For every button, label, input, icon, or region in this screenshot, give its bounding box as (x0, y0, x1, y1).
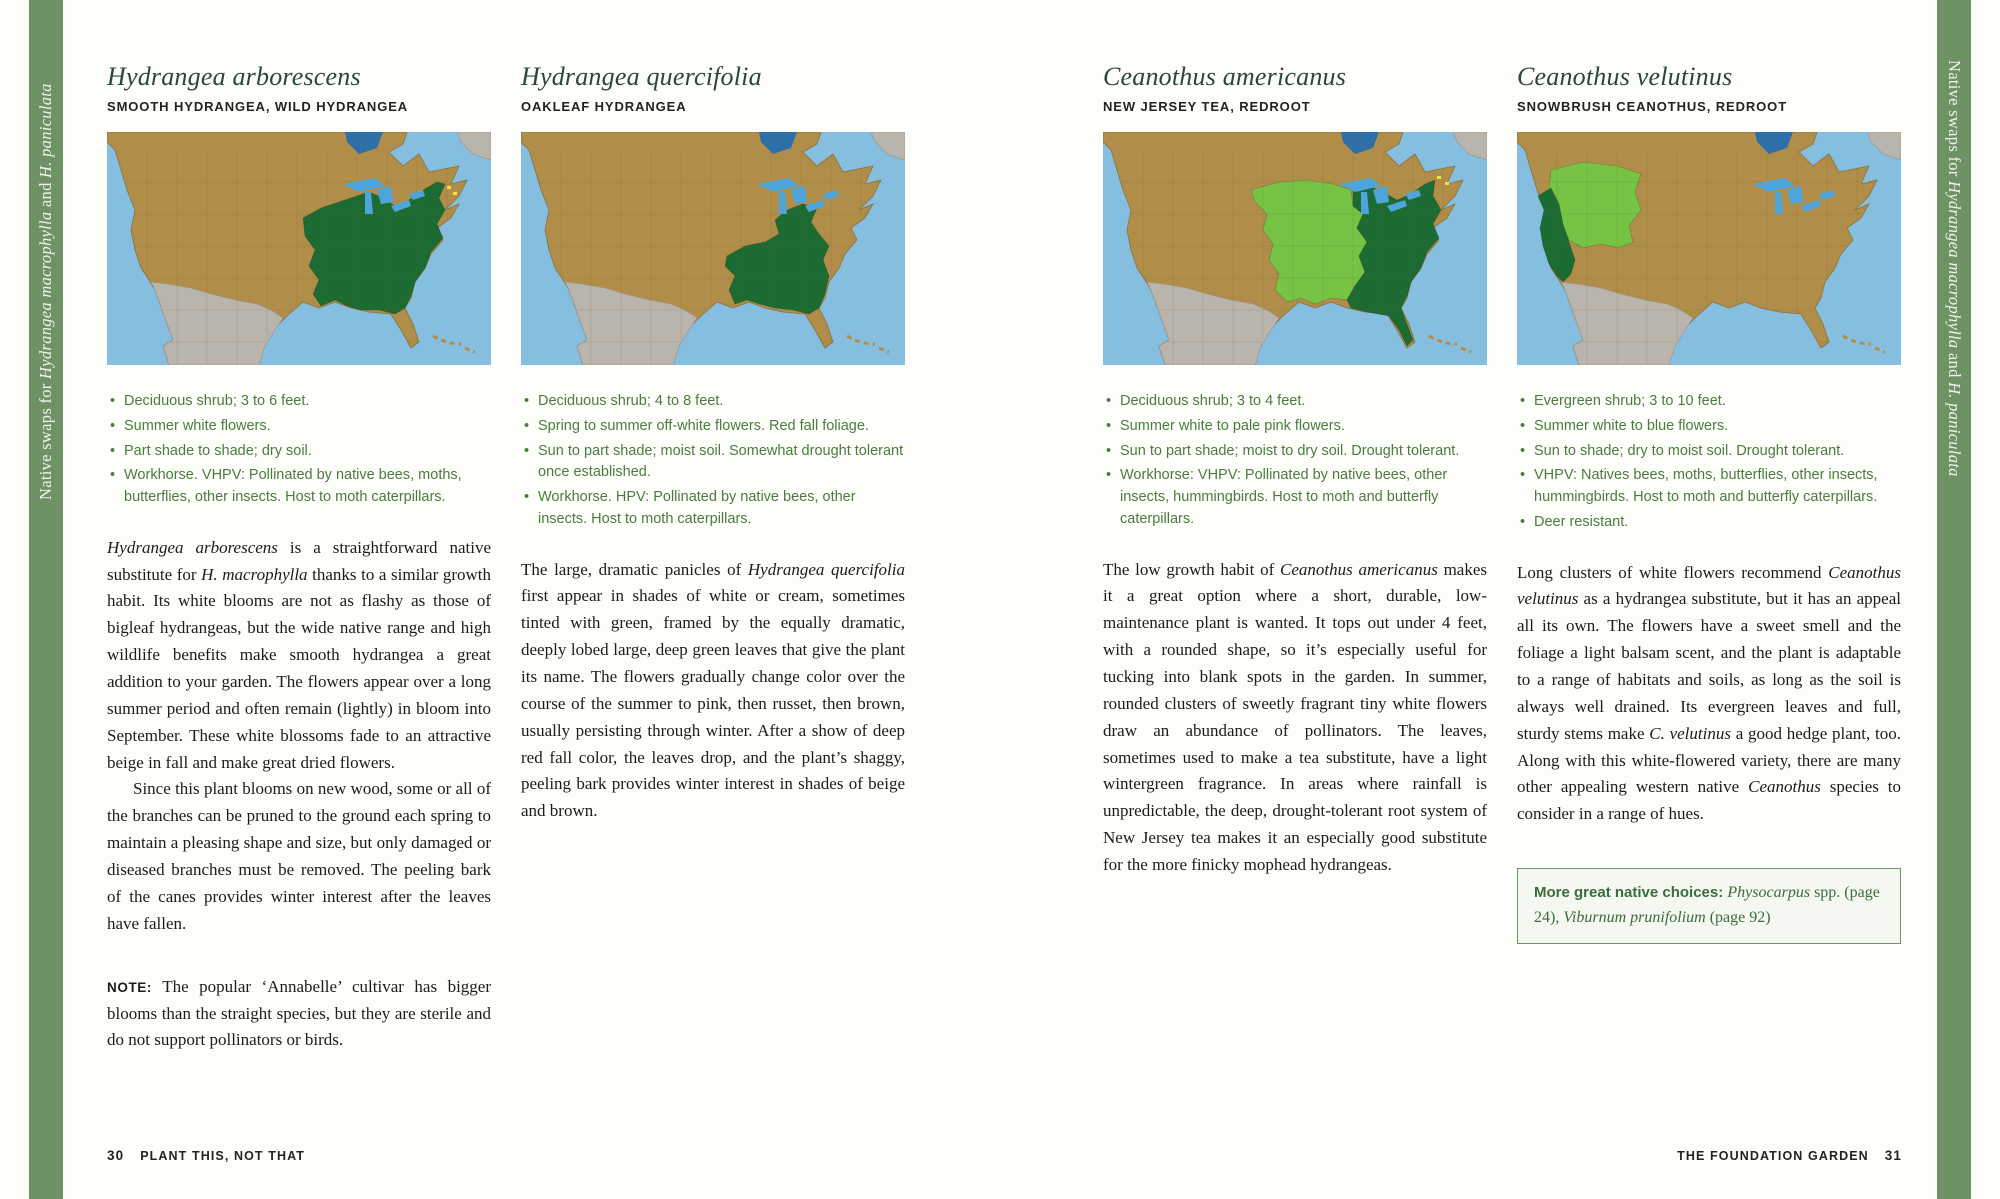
bullet-item: • Workhorse. HPV: Pollinated by native bees, other insects. Host to moth caterpillars. (521, 487, 905, 531)
text-segment: H. paniculata (36, 83, 55, 178)
text-segment: Native swaps for (1945, 60, 1964, 182)
text-segment: Long clusters of white flowers recommend (1517, 562, 1829, 582)
plant-common-names: OAKLEAF HYDRANGEA (521, 99, 687, 114)
book-title: PLANT THIS, NOT THAT (140, 1149, 306, 1163)
plant-profile-hydrangea-quercifolia (521, 62, 905, 825)
bullet-item: • Deciduous shrub; 3 to 6 feet. (107, 391, 491, 413)
text-segment: and (36, 177, 55, 212)
text-segment: The popular ‘Annabelle’ cultivar has bigger blooms than the straight species, but they are sterile and do not support pollinators or birds. (107, 976, 491, 1050)
bullet-item: • Summer white to blue flowers. (1517, 416, 1901, 438)
page-number-right: 31 (1884, 1148, 1902, 1163)
left-edge-tab (29, 0, 63, 1199)
text-segment: Physocarpus (1727, 884, 1811, 902)
text-segment: Hydrangea macrophylla (36, 211, 55, 379)
text-segment: More great native choices: (1534, 884, 1728, 902)
right-page-footer (1677, 1148, 1902, 1163)
text-segment: H. paniculata (1945, 382, 1964, 477)
bullet-item: • Deciduous shrub; 4 to 8 feet. (521, 391, 905, 413)
body-paragraph (1103, 557, 1487, 879)
range-map (1517, 132, 1901, 365)
left-tab-label (29, 60, 63, 500)
text-segment: as a hydrangea substitute, but it has an appeal all its own. The flowers have a sweet smell and the foliage a light balsam scent, and the plant is adaptable to a range of habitats and soils, as long as the soil is always well drained. Its evergreen leaves and full, sturdy stems make (1517, 589, 1901, 743)
text-segment: H. macrophylla (201, 564, 308, 584)
bullet-item: • Deer resistant. (1517, 512, 1901, 534)
plant-common-names: SMOOTH HYDRANGEA, WILD HYDRANGEA (107, 99, 409, 114)
text-segment: Ceanothus velutinus (1517, 562, 1901, 609)
bullet-item: • Sun to part shade; moist to dry soil. Drought tolerant. (1103, 441, 1487, 463)
body-paragraph (1517, 560, 1901, 829)
body-paragraph (521, 557, 905, 826)
page-number-left: 30 (107, 1148, 125, 1163)
text-segment: Viburnum prunifolium (1563, 908, 1706, 926)
right-tab-label (1937, 60, 1971, 500)
plant-note (107, 974, 491, 1055)
plant-common-names: SNOWBRUSH CEANOTHUS, REDROOT (1517, 99, 1788, 114)
bullet-item: • Spring to summer off-white flowers. Red fall foliage. (521, 416, 905, 438)
text-segment: C. velutinus (1649, 723, 1731, 743)
text-segment: Ceanothus (1748, 777, 1821, 797)
bullet-item: • Sun to shade; dry to moist soil. Drought tolerant. (1517, 441, 1901, 463)
range-map (107, 132, 491, 365)
text-segment: (page 92) (1705, 908, 1771, 926)
plant-description (107, 535, 491, 938)
text-segment: and (1945, 348, 1964, 383)
plant-attributes-list (521, 391, 905, 531)
text-segment: is a straightforward native substitute for (107, 537, 492, 584)
bullet-item: • Sun to part shade; moist soil. Somewhat drought tolerant once established. (521, 441, 905, 485)
plant-attributes-list (1517, 391, 1901, 534)
text-segment: a good hedge plant, too. Along with this white-flowered variety, there are many other appealing western native (1517, 723, 1901, 797)
plant-attributes-list (107, 391, 491, 509)
text-segment: Hydrangea macrophylla (1945, 181, 1964, 349)
text-segment: Hydrangea arborescens (107, 537, 278, 557)
range-map-graphic (107, 132, 491, 365)
text-segment: Hydrangea quercifolia (747, 559, 905, 579)
bullet-item: • Evergreen shrub; 3 to 10 feet. (1517, 391, 1901, 413)
range-map-graphic (1103, 132, 1487, 365)
plant-description (1103, 557, 1487, 879)
text-segment: The large, dramatic panicles of (521, 559, 748, 579)
text-segment: Since this plant blooms on new wood, some or all of the branches can be pruned to the ground each spring to maintain a pleasing shape and size, but only damaged or diseased branches must be removed. The peeling bark of the canes provides winter interest after the leaves have fallen. (107, 779, 491, 933)
plant-profile-ceanothus-americanus (1103, 62, 1487, 879)
bullet-item: • Workhorse: VHPV: Pollinated by native bees, other insects, hummingbirds. Host to moth and butterfly caterpillars. (1103, 465, 1487, 530)
range-map-graphic (1517, 132, 1901, 365)
plant-description (521, 557, 905, 826)
text-segment: Ceanothus americanus (1280, 559, 1438, 579)
bullet-item: • Workhorse. VHPV: Pollinated by native bees, moths, butterflies, other insects. Host to moth caterpillars. (107, 465, 491, 509)
text-segment: species to consider in a range of hues. (1517, 777, 1901, 824)
range-map-graphic (521, 132, 905, 365)
more-native-choices-box (1517, 868, 1901, 944)
plant-scientific-name: Hydrangea quercifolia (521, 62, 762, 91)
plant-scientific-name: Ceanothus velutinus (1517, 62, 1733, 91)
plant-profile-hydrangea-arborescens (107, 62, 491, 1054)
range-map (521, 132, 905, 365)
range-map (1103, 132, 1487, 365)
bullet-item: • Summer white flowers. (107, 416, 491, 438)
bullet-item: • Summer white to pale pink flowers. (1103, 416, 1487, 438)
text-segment: first appear in shades of white or cream, sometimes tinted with green, framed by the equally dramatic, deeply lobed large, deep green leaves that give the plant its name. The flowers gradually change color over the course of the summer to pink, then russet, then brown, usually persisting through winter. After a show of deep red fall color, the leaves drop, and the plant’s shaggy, peeling bark provides winter interest in shades of beige and brown. (521, 586, 905, 821)
bullet-item: • Part shade to shade; dry soil. (107, 441, 491, 463)
plant-common-names: NEW JERSEY TEA, REDROOT (1103, 99, 1311, 114)
plant-profile-ceanothus-velutinus (1517, 62, 1901, 944)
text-segment: spp. (page 24), (1534, 884, 1880, 926)
body-paragraph (107, 776, 491, 937)
plant-scientific-name: Ceanothus americanus (1103, 62, 1347, 91)
left-page-footer (107, 1148, 305, 1163)
text-segment: NOTE: (107, 979, 152, 995)
text-segment: makes it a great option where a short, durable, low-maintenance plant is wanted. It tops out under 4 feet, with a rounded shape, so it’s especially useful for tucking into blank spots in the garden. In summer, rounded clusters of sweetly fragrant tiny white flowers draw an abundance of pollinators. The leaves, sometimes used to make a tea substitute, have a light wintergreen fragrance. In areas where rainfall is unpredictable, the deep, drought-tolerant root system of New Jersey tea makes it an especially good substitute for the more finicky mophead hydrangeas. (1103, 559, 1488, 874)
body-paragraph (107, 535, 491, 777)
chapter-title: THE FOUNDATION GARDEN (1677, 1149, 1869, 1163)
bullet-item: • Deciduous shrub; 3 to 4 feet. (1103, 391, 1487, 413)
text-segment: The low growth habit of (1103, 559, 1281, 579)
text-segment: thanks to a similar growth habit. Its white blooms are not as flashy as those of bigleaf hydrangeas, but the wide native range and high wildlife benefits make smooth hydrangea a great addition to your garden. The flowers appear over a long summer period and often remain (lightly) in bloom into September. These white blossoms fade to an attractive beige in fall and make great dried flowers. (107, 564, 491, 772)
bullet-item: • VHPV: Natives bees, moths, butterflies, other insects, hummingbirds. Host to moth and butterfly caterpillars. (1517, 465, 1901, 509)
right-edge-tab (1937, 0, 1971, 1199)
plant-attributes-list (1103, 391, 1487, 531)
plant-scientific-name: Hydrangea arborescens (107, 62, 361, 91)
plant-description (1517, 560, 1901, 829)
text-segment: Native swaps for (36, 378, 55, 500)
